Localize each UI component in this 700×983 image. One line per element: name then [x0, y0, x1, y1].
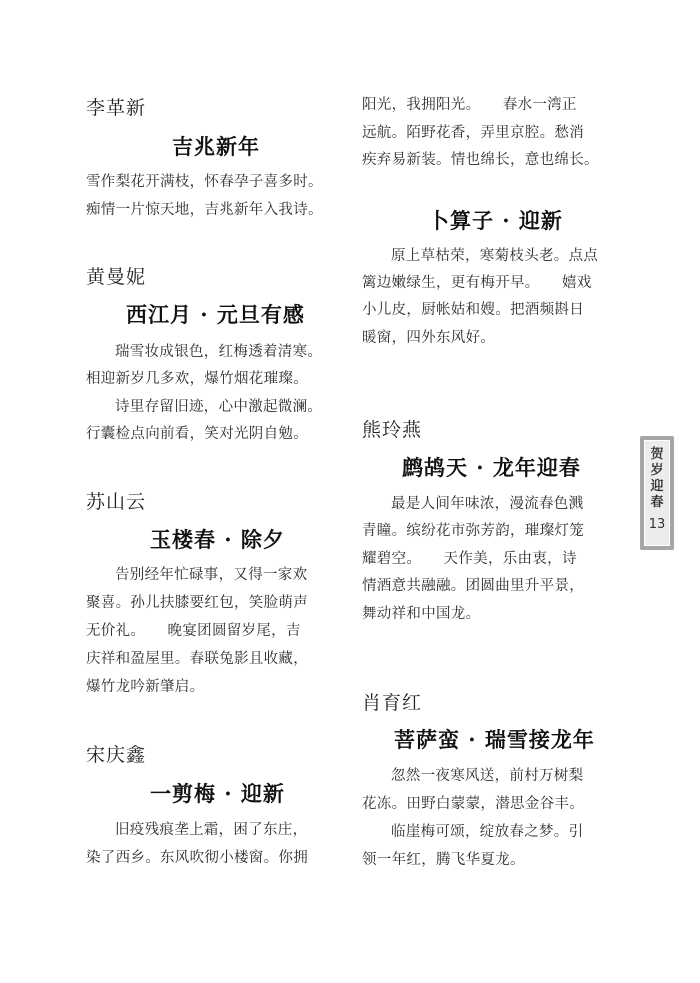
- poem-title: 西江月 · 元旦有感: [126, 302, 305, 327]
- poem-line: 雪作梨花开满枝，怀春孕子喜多时。: [86, 174, 323, 190]
- poem-title: 玉楼春 · 除夕: [150, 527, 285, 552]
- poem-line: 聚喜。孙儿扶膝要红包，笑脸萌声: [86, 595, 308, 611]
- poem-line: 告别经年忙碌事，又得一家欢: [115, 567, 308, 583]
- poem-author: 宋庆鑫: [86, 744, 147, 766]
- poem-line: 青瞳。缤纷花市弥芳韵，璀璨灯笼: [362, 523, 584, 539]
- poem-line: 最是人间年味浓，漫流春色溅: [391, 496, 584, 512]
- poem-line: 痴情一片惊天地，吉兆新年入我诗。: [86, 202, 323, 218]
- side-tab-char: 迎: [650, 479, 664, 494]
- poem-author: 苏山云: [86, 491, 147, 513]
- poem-line: 临崖梅可颂，绽放春之梦。引: [391, 824, 584, 840]
- poem-line: 庆祥和盈屋里。春联兔影且收藏，: [86, 651, 308, 667]
- side-tab: [640, 436, 674, 550]
- side-tab-char: 贺: [650, 447, 664, 462]
- poem-line: 染了西乡。东风吹彻小楼窗。你拥: [86, 850, 308, 866]
- poem-line: 舞动祥和中国龙。: [362, 606, 481, 622]
- side-tab-inner: [644, 440, 670, 546]
- poem-line: 相迎新岁几多欢，爆竹烟花璀璨。: [86, 371, 308, 387]
- poem-line: 行囊检点向前看，笑对光阴自勉。: [86, 426, 308, 442]
- poem-line: 篱边嫩绿生，更有梅开早。 嬉戏: [362, 275, 592, 291]
- poem-title: 鹧鸪天 · 龙年迎春: [402, 455, 581, 480]
- poem-line: 疾弃易新装。情也绵长，意也绵长。: [362, 152, 599, 168]
- poem-title: 菩萨蛮 · 瑞雪接龙年: [394, 727, 595, 752]
- poem-line: 阳光，我拥阳光。 春水一湾正: [362, 97, 577, 113]
- poem-author: 肖育红: [362, 692, 423, 714]
- poem-line: 小儿皮，厨帐姑和嫂。把酒频斟日: [362, 302, 584, 318]
- poem-line: 爆竹龙吟新肇启。: [86, 679, 205, 695]
- poem-line: 原上草枯荣，寒菊枝头老。点点: [391, 248, 599, 264]
- poem-line: 耀碧空。 天作美，乐由衷，诗: [362, 551, 577, 567]
- poem-line: 诗里存留旧迹，心中激起微澜。: [115, 399, 323, 415]
- poem-author: 熊玲燕: [362, 419, 423, 441]
- side-tab-char: 岁: [650, 463, 664, 478]
- poem-line: 暖窗，四外东风好。: [362, 330, 496, 346]
- poem-line: 瑞雪妆成银色，红梅透着清寒。: [115, 344, 323, 360]
- poem-line: 花冻。田野白蒙蒙，潜思金谷丰。: [362, 796, 584, 812]
- poem-author: 李革新: [86, 97, 147, 119]
- poem-title: 卜算子 · 迎新: [428, 208, 563, 233]
- poem-line: 情酒意共融融。团圆曲里升平景，: [362, 578, 584, 594]
- poem-line: 忽然一夜寒风送，前村万树梨: [391, 768, 584, 784]
- poem-title: 吉兆新年: [172, 134, 260, 159]
- poem-line: 无价礼。 晚宴团圆留岁尾，吉: [86, 623, 301, 639]
- poem-line: 领一年红，腾飞华夏龙。: [362, 852, 525, 868]
- page-number: 13: [648, 517, 666, 532]
- poem-line: 远航。陌野花香，弄里京腔。愁消: [362, 125, 584, 141]
- poem-line: 旧疫残痕垄上霜，困了东庄，: [115, 822, 308, 838]
- side-tab-label: [645, 447, 669, 511]
- poem-title: 一剪梅 · 迎新: [150, 781, 285, 806]
- poem-author: 黄曼妮: [86, 266, 147, 288]
- side-tab-char: 春: [650, 495, 664, 510]
